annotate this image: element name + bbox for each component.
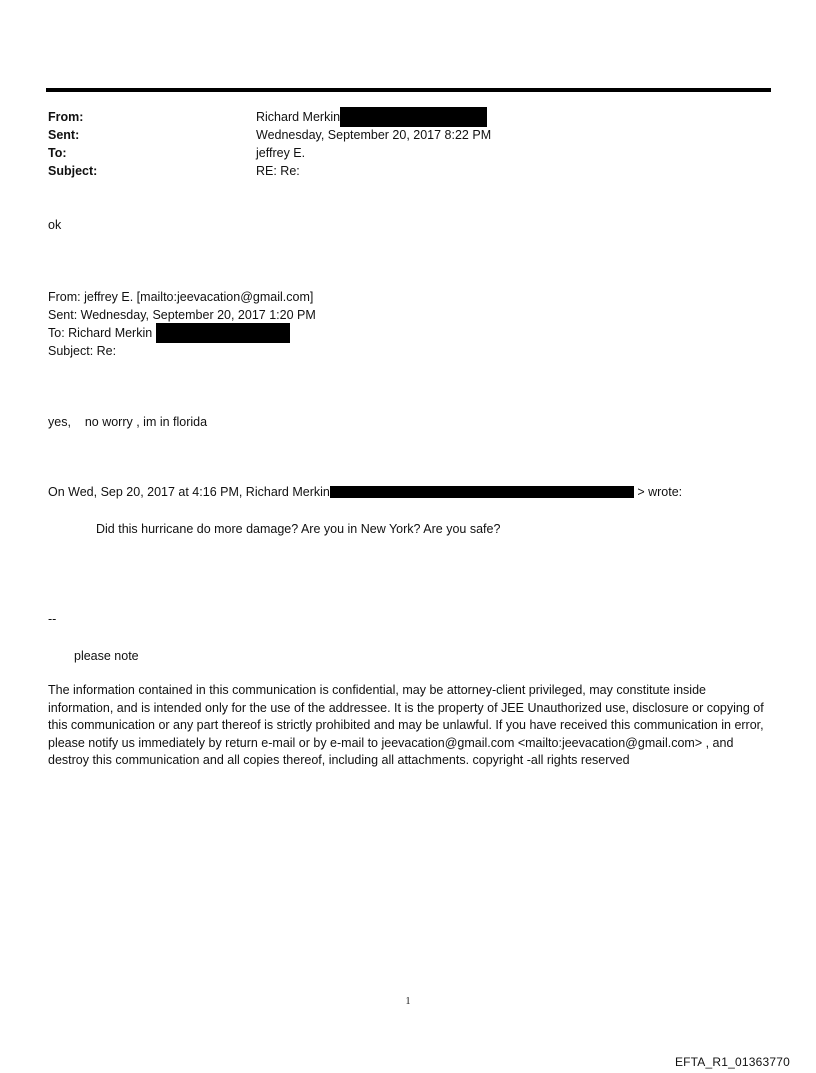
page-number: 1 [405,996,411,1007]
forwarded-subject-line: Subject: Re: [48,344,117,358]
subject-row [48,162,768,180]
from-value-container [256,108,768,126]
signature-note: please note [74,649,139,663]
forwarded-header [48,288,316,360]
attribution-container [48,483,682,501]
subject-value: RE: Re: [256,164,300,178]
from-row [48,108,768,126]
quoted-message: Did this hurricane do more damage? Are you in New York? Are you safe? [96,522,501,536]
sent-row [48,126,768,144]
redaction-box [340,107,487,127]
subject-label: Subject: [48,164,98,178]
attribution-prefix: On Wed, Sep 20, 2017 at 4:16 PM, Richard Merkin [48,485,330,499]
email-header [48,108,768,180]
bates-number: EFTA_R1_01363770 [674,1055,790,1069]
header-rule [46,88,771,92]
to-row [48,144,768,162]
to-label: To: [48,146,67,160]
signature-separator: -- [48,612,57,626]
forwarded-to-container [48,324,316,342]
attribution-line [48,483,682,501]
reply-text: ok [48,218,62,232]
from-value: Richard Merkin [256,110,341,124]
from-label: From: [48,110,84,124]
forwarded-message: yes, no worry , im in florida [48,415,208,429]
forwarded-sent-line: Sent: Wednesday, September 20, 2017 1:20 PM [48,308,316,322]
confidentiality-disclaimer: The information contained in this communication is confidential, may be attorney-client privileged, may constitute inside information, and is intended only for the use of the addressee. It is the property of JEE Unauthorized use, disclosure or copying of this communication or any part thereof is strictly prohibited and may be unlawful. If you have received this communication in error, please notify us immediately by return e-mail or by e-mail to jeevacation@gmail.com <mailto:jeevacation@gmail.com> , and destroy this communication and all copies thereof, including all attachments. copyright -all rights reserved [48,683,764,767]
attribution-suffix: > wrote: [633,485,683,499]
redaction-box [156,323,290,343]
forwarded-to-line: To: Richard Merkin [48,326,153,340]
to-value: jeffrey E. [256,146,306,160]
sent-value: Wednesday, September 20, 2017 8:22 PM [256,128,492,142]
sent-label: Sent: [48,128,80,142]
forwarded-from-line: From: jeffrey E. [mailto:jeevacation@gmail.com] [48,290,314,304]
redaction-box [330,486,634,498]
